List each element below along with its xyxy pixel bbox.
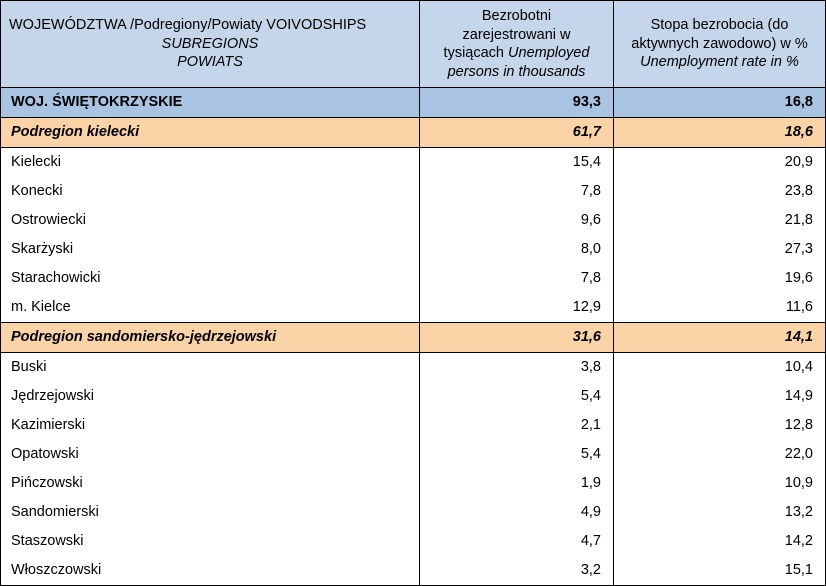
cell-unemployment-rate: 18,6: [614, 118, 826, 148]
cell-unemployed-thousands: 3,8: [420, 353, 614, 383]
column-header-rate: [614, 1, 826, 88]
cell-unemployment-rate: 23,8: [614, 177, 826, 206]
table-row: [1, 353, 826, 383]
cell-unemployed-thousands: 12,9: [420, 293, 614, 323]
column-header-unemployed-line1: Bezrobotni: [481, 8, 552, 24]
cell-region-name: Ostrowiecki: [1, 206, 420, 235]
column-header-rate-line3-italic: Unemployment rate in %: [640, 54, 799, 71]
cell-region-name: Podregion kielecki: [1, 118, 420, 148]
cell-unemployed-thousands: 93,3: [420, 88, 614, 118]
column-header-unemployed-line2: zarejestrowani w: [462, 26, 571, 43]
column-header-unemployed-line3-italic: Unemployed: [508, 45, 590, 62]
cell-region-name: Jędrzejowski: [1, 382, 420, 411]
column-header-unemployed-line4-italic: persons in thousands: [447, 63, 586, 80]
cell-unemployed-thousands: 61,7: [420, 118, 614, 148]
table-row: [1, 498, 826, 527]
cell-region-name: Kielecki: [1, 148, 420, 178]
table-body: [1, 88, 826, 586]
cell-unemployment-rate: 14,1: [614, 323, 826, 353]
table-row: [1, 293, 826, 323]
cell-unemployment-rate: 10,9: [614, 469, 826, 498]
cell-unemployed-thousands: 4,9: [420, 498, 614, 527]
cell-unemployed-thousands: 3,2: [420, 556, 614, 586]
table-header: [1, 1, 826, 88]
table-row: [1, 469, 826, 498]
cell-unemployed-thousands: 7,8: [420, 177, 614, 206]
cell-unemployment-rate: 22,0: [614, 440, 826, 469]
cell-region-name: Opatowski: [1, 440, 420, 469]
cell-unemployment-rate: 15,1: [614, 556, 826, 586]
cell-unemployment-rate: 27,3: [614, 235, 826, 264]
column-header-region: [1, 1, 420, 88]
cell-region-name: Podregion sandomiersko-jędrzejowski: [1, 323, 420, 353]
table-header-row: [1, 1, 826, 88]
column-header-rate-line2: aktywnych zawodowo) w %: [631, 35, 808, 52]
cell-unemployed-thousands: 2,1: [420, 411, 614, 440]
cell-unemployment-rate: 12,8: [614, 411, 826, 440]
table-row: [1, 206, 826, 235]
cell-unemployment-rate: 14,9: [614, 382, 826, 411]
table-row: [1, 148, 826, 178]
cell-region-name: Skarżyski: [1, 235, 420, 264]
table-row: [1, 556, 826, 586]
cell-unemployment-rate: 20,9: [614, 148, 826, 178]
cell-unemployed-thousands: 9,6: [420, 206, 614, 235]
cell-region-name: Sandomierski: [1, 498, 420, 527]
cell-unemployed-thousands: 8,0: [420, 235, 614, 264]
column-header-rate-line1: Stopa bezrobocia (do: [650, 17, 789, 34]
cell-unemployment-rate: 13,2: [614, 498, 826, 527]
table-row: [1, 527, 826, 556]
cell-unemployed-thousands: 15,4: [420, 148, 614, 178]
cell-region-name: Kazimierski: [1, 411, 420, 440]
cell-unemployment-rate: 10,4: [614, 353, 826, 383]
table-row: [1, 440, 826, 469]
column-header-region-line2: SUBREGIONS: [161, 35, 259, 52]
table-row-total: [1, 88, 826, 118]
table-row: [1, 235, 826, 264]
cell-unemployed-thousands: 5,4: [420, 440, 614, 469]
cell-unemployment-rate: 16,8: [614, 88, 826, 118]
cell-unemployed-thousands: 7,8: [420, 264, 614, 293]
cell-region-name: Włoszczowski: [1, 556, 420, 586]
table-row-subregion: [1, 323, 826, 353]
cell-region-name: Starachowicki: [1, 264, 420, 293]
cell-region-name: Staszowski: [1, 527, 420, 556]
cell-unemployed-thousands: 31,6: [420, 323, 614, 353]
table-row: [1, 177, 826, 206]
cell-unemployed-thousands: 1,9: [420, 469, 614, 498]
column-header-region-line1: WOJEWÓDZTWA /Podregiony/Powiaty VOIVODSHIPS: [9, 17, 367, 34]
column-header-region-line3: POWIATS: [177, 54, 243, 71]
cell-unemployed-thousands: 5,4: [420, 382, 614, 411]
cell-region-name: Pińczowski: [1, 469, 420, 498]
table-row: [1, 264, 826, 293]
cell-unemployed-thousands: 4,7: [420, 527, 614, 556]
cell-region-name: Konecki: [1, 177, 420, 206]
cell-unemployment-rate: 19,6: [614, 264, 826, 293]
column-header-unemployed-line3: tysiącach: [443, 45, 509, 62]
cell-region-name: Buski: [1, 353, 420, 383]
table-row: [1, 411, 826, 440]
cell-region-name: WOJ. ŚWIĘTOKRZYSKIE: [1, 88, 420, 118]
cell-unemployment-rate: 14,2: [614, 527, 826, 556]
cell-unemployment-rate: 11,6: [614, 293, 826, 323]
cell-unemployment-rate: 21,8: [614, 206, 826, 235]
table-row-subregion: [1, 118, 826, 148]
table-row: [1, 382, 826, 411]
column-header-unemployed: [420, 1, 614, 88]
cell-region-name: m. Kielce: [1, 293, 420, 323]
